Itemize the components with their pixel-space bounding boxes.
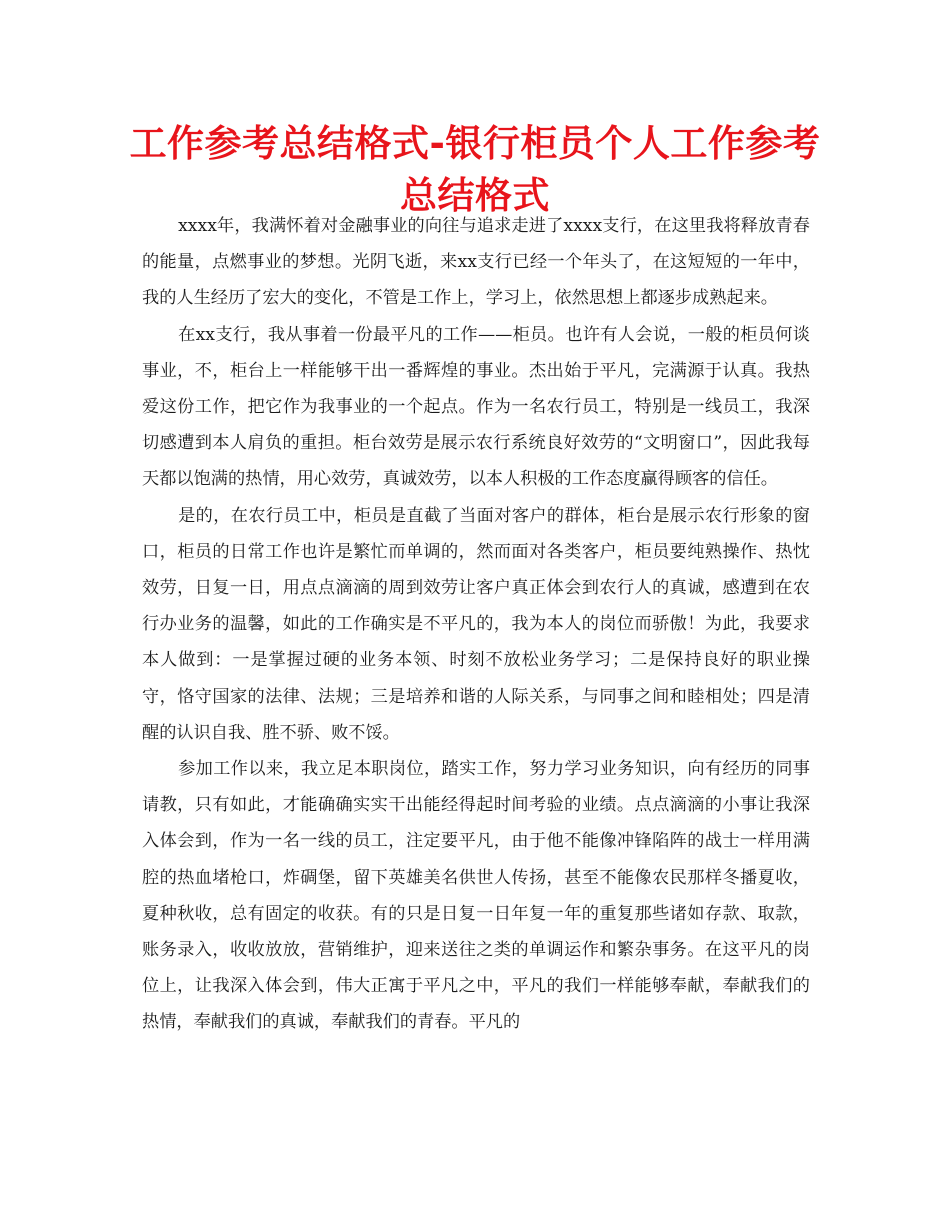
paragraph-1: xxxx年，我满怀着对金融事业的向往与追求走进了xxxx支行，在这里我将释放青春的能量，点燃事业的梦想。光阴飞逝，来xx支行已经一个年头了，在这短短的一年中，我的人生经历了宏大的变化，不管是工作上，学习上，依然思想上都逐步成熟起来。 bbox=[142, 216, 810, 309]
paragraph-2: 在xx支行，我从事着一份最平凡的工作——柜员。也许有人会说，一般的柜员何谈事业，不，柜台上一样能够干出一番辉煌的事业。杰出始于平凡，完满源于认真。我热爱这份工作，把它作为我事业的一个起点。作为一名农行员工，特别是一线员工，我深切感遭到本人肩负的重担。柜台效劳是展示农行系统良好效劳的“文明窗口”，因此我每天都以饱满的热情，用心效劳，真诚效劳，以本人积极的工作态度赢得顾客的信任。 bbox=[142, 324, 810, 490]
paragraph-3: 是的，在农行员工中，柜员是直截了当面对客户的群体，柜台是展示农行形象的窗口，柜员的日常工作也许是繁忙而单调的，然而面对各类客户，柜员要纯熟操作、热忱效劳，日复一日，用点点滴滴的周到效劳让客户真正体会到农行人的真诚，感遭到在农行办业务的温馨，如此的工作确实是不平凡的，我为本人的岗位而骄傲！为此，我要求本人做到：一是掌握过硬的业务本领、时刻不放松业务学习；二是保持良好的职业操守，恪守国家的法律、法规；三是培养和谐的人际关系，与同事之间和睦相处；四是清醒的认识自我、胜不骄、败不馁。 bbox=[142, 505, 810, 743]
document-body bbox=[142, 208, 810, 1041]
paragraph-4: 参加工作以来，我立足本职岗位，踏实工作，努力学习业务知识，向有经历的同事请教，只有如此，才能确确实实干出能经得起时间考验的业绩。点点滴滴的小事让我深入体会到，作为一名一线的员工，注定要平凡，由于他不能像冲锋陷阵的战士一样用满腔的热血堵枪口，炸碉堡，留下英雄美名供世人传扬，甚至不能像农民那样冬播夏收，夏种秋收，总有固定的收获。有的只是日复一日年复一年的重复那些诸如存款、取款，账务录入，收收放放，营销维护，迎来送往之类的单调运作和繁杂事务。在这平凡的岗位上，让我深入体会到，伟大正寓于平凡之中，平凡的我们一样能够奉献，奉献我们的热情，奉献我们的真诚，奉献我们的青春。平凡的 bbox=[142, 759, 810, 1033]
document-title: 工作参考总结格式-银行柜员个人工作参考总结格式 bbox=[129, 122, 821, 217]
